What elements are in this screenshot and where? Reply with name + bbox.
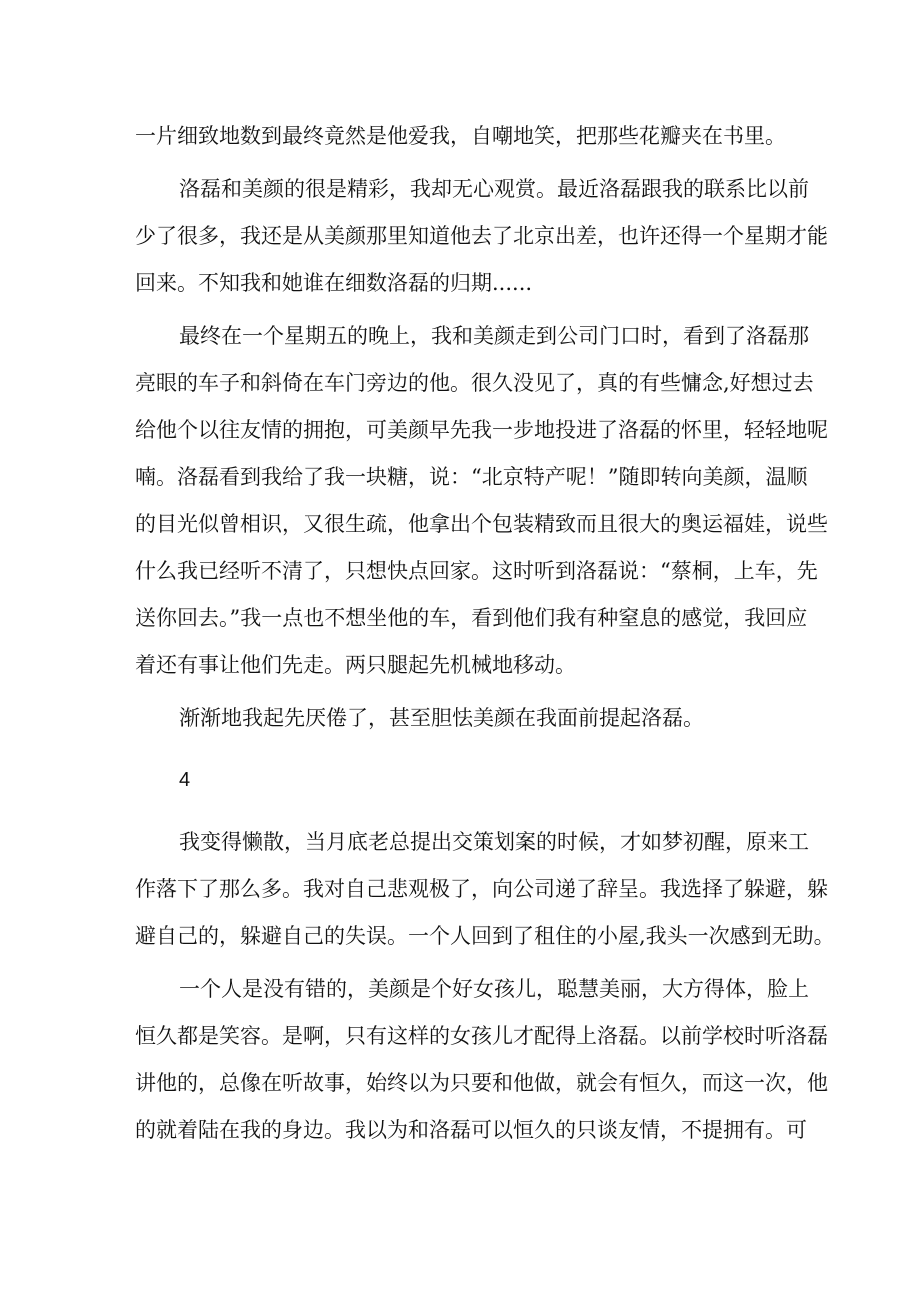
section-number: 4 (179, 769, 191, 791)
text-line: 送你回去。”我一点也不想坐他的车，看到他们我有种窒息的感觉，我回应 (135, 606, 808, 630)
text-line: 一个人是没有错的，美颜是个好女孩儿，聪慧美丽，大方得体，脸上 (179, 977, 809, 1001)
text-line: 避自己的，躲避自己的失误。一个人回到了租住的小屋,我头一次感到无助。 (135, 924, 835, 948)
text-line: 亮眼的车子和斜倚在车门旁边的他。很久没见了，真的有些慵念,好想过去 (135, 371, 814, 395)
text-line: 的就着陆在我的身边。我以为和洛磊可以恒久的只谈友情，不提拥有。可 (135, 1118, 807, 1142)
text-line: 着还有事让他们先走。两只腿起先机械地移动。 (135, 653, 576, 677)
text-line: 喃。洛磊看到我给了我一块糖，说：“北京特产呢！”随即转向美颜，温顺 (135, 465, 808, 489)
text-line: 回来。不知我和她谁在细数洛磊的归期...... (135, 271, 533, 295)
text-line: 讲他的，总像在听故事，始终以为只要和他做，就会有恒久，而这一次，他 (135, 1071, 828, 1095)
text-line: 最终在一个星期五的晚上，我和美颜走到公司门口时，看到了洛磊那 (179, 324, 809, 348)
text-line: 洛磊和美颜的很是精彩，我却无心观赏。最近洛磊跟我的联系比以前 (179, 177, 809, 201)
text-line: 的目光似曾相识，又很生疏，他拿出个包装精致而且很大的奥运福娃，说些 (135, 512, 828, 536)
text-line: 一片细致地数到最终竟然是他爱我，自嘲地笑，把那些花瓣夹在书里。 (135, 124, 786, 148)
text-line: 作落下了那么多。我对自己悲观极了，向公司递了辞呈。我选择了躲避，躲 (135, 877, 828, 901)
text-line: 什么我已经听不清了，只想快点回家。这时听到洛磊说：“蔡桐，上车，先 (135, 559, 818, 583)
text-line: 我变得懒散，当月底老总提出交策划案的时候，才如梦初醒，原来工 (179, 830, 809, 854)
text-line: 少了很多，我还是从美颜那里知道他去了北京出差，也许还得一个星期才能 (135, 224, 828, 248)
text-line: 渐渐地我起先厌倦了，甚至胆怯美颜在我面前提起洛磊。 (179, 706, 704, 730)
text-line: 给他个以往友情的拥抱，可美颜早先我一步地投进了洛磊的怀里，轻轻地呢 (135, 418, 828, 442)
text-line: 恒久都是笑容。是啊，只有这样的女孩儿才配得上洛磊。以前学校时听洛磊 (135, 1024, 828, 1048)
